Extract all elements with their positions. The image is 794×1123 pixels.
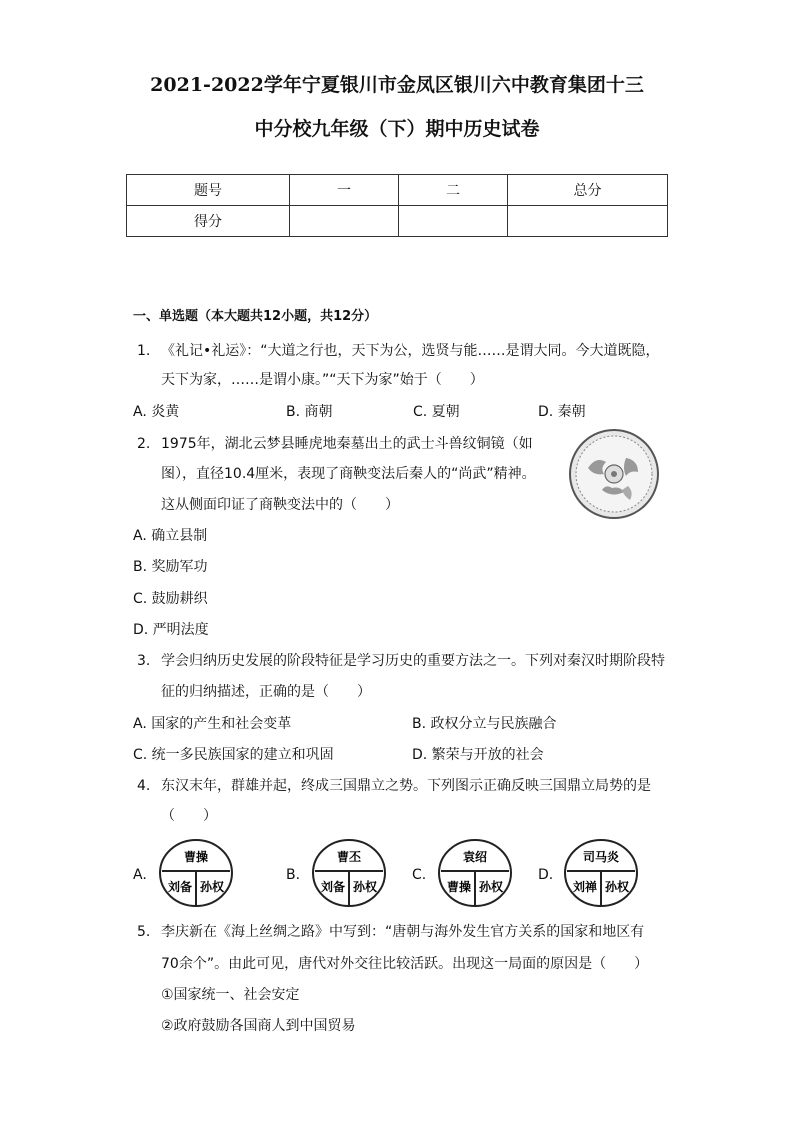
option-label: C. [412, 867, 427, 883]
diagram-top-label: 曹丕 [336, 850, 362, 864]
question-number: 1. [137, 343, 151, 359]
three-kingdoms-diagram-c [437, 838, 513, 908]
option: B. 商朝 [286, 404, 333, 420]
question-text: 这从侧面印证了商鞅变法中的（ ） [161, 497, 399, 513]
diagram-top-label: 袁绍 [462, 850, 488, 864]
three-kingdoms-diagram-a [158, 838, 234, 908]
question-text: 1975年，湖北云梦县睡虎地秦墓出土的武士斗兽纹铜镜（如 [161, 436, 533, 452]
diagram-left-label: 刘禅 [572, 880, 598, 894]
question-text: 70余个”。由此可见，唐代对外交往比较活跃。出现这一局面的原因是（ ） [161, 956, 649, 972]
question-text: 《礼记•礼运》：“大道之行也，天下为公，选贤与能……是谓大同。今大道既隐， [161, 343, 660, 359]
question-text: 天下为家，……是谓小康。”“天下为家”始于（ ） [161, 372, 484, 388]
option: C. 统一多民族国家的建立和巩固 [133, 747, 334, 763]
statement-item: ②政府鼓励各国商人到中国贸易 [161, 1018, 356, 1034]
option-label: D. [538, 867, 554, 883]
score-table-score-row [127, 206, 668, 237]
option: B. 奖励军功 [133, 559, 208, 575]
option: B. 政权分立与民族融合 [412, 716, 557, 732]
exam-title-line2: 中分校九年级（下）期中历史试卷 [254, 118, 540, 140]
option: A. 炎黄 [133, 404, 180, 420]
score-cell [399, 206, 508, 237]
option: C. 鼓励耕织 [133, 591, 208, 607]
option-label: B. [286, 867, 301, 883]
diagram-right-label: 孙权 [199, 880, 225, 894]
diagram-right-label: 孙权 [604, 880, 630, 894]
question-text: 东汉末年，群雄并起，终成三国鼎立之势。下列图示正确反映三国鼎立局势的是 [161, 778, 651, 794]
option: D. 秦朝 [538, 404, 586, 420]
score-table [126, 174, 668, 237]
option: D. 繁荣与开放的社会 [412, 747, 544, 763]
three-kingdoms-diagram-d [563, 838, 639, 908]
diagram-top-label: 曹操 [183, 850, 209, 864]
statement-item: ①国家统一、社会安定 [161, 987, 300, 1003]
option: A. 国家的产生和社会变革 [133, 716, 292, 732]
section-title: 一、单选题（本大题共12小题，共12分） [133, 309, 378, 324]
diagram-left-label: 刘备 [320, 880, 346, 894]
score-cell: 题号 [127, 175, 290, 206]
option-label: A. [133, 867, 147, 883]
diagram-top-label: 司马炎 [582, 850, 620, 864]
question-text: 征的归纳描述，正确的是（ ） [161, 684, 371, 700]
score-table-header-row [127, 175, 668, 206]
question-text: 学会归纳历史发展的阶段特征是学习历史的重要方法之一。下列对秦汉时期阶段特 [161, 653, 665, 669]
question-text: （ ） [161, 808, 217, 824]
question-number: 4. [137, 778, 151, 794]
question-number: 2. [137, 436, 151, 452]
diagram-right-label: 孙权 [352, 880, 378, 894]
three-kingdoms-diagram-b [311, 838, 387, 908]
question-text: 李庆新在《海上丝绸之路》中写到：“唐朝与海外发生官方关系的国家和地区有 [161, 924, 645, 940]
diagram-left-label: 曹操 [446, 880, 472, 894]
bronze-mirror-image [568, 428, 660, 520]
option: C. 夏朝 [413, 404, 460, 420]
option: A. 确立县制 [133, 528, 208, 544]
exam-title-line1: 2021-2022学年宁夏银川市金凤区银川六中教育集团十三 [150, 74, 644, 96]
score-cell [290, 206, 399, 237]
score-cell [508, 206, 668, 237]
diagram-right-label: 孙权 [478, 880, 504, 894]
option: D. 严明法度 [133, 622, 209, 638]
diagram-left-label: 刘备 [167, 880, 193, 894]
question-text: 图），直径10.4厘米，表现了商鞅变法后秦人的“尚武”精神。 [161, 466, 536, 482]
question-number: 3. [137, 653, 151, 669]
score-cell: 得分 [127, 206, 290, 237]
score-cell: 二 [399, 175, 508, 206]
score-cell: 一 [290, 175, 399, 206]
question-number: 5. [137, 924, 151, 940]
score-cell: 总分 [508, 175, 668, 206]
